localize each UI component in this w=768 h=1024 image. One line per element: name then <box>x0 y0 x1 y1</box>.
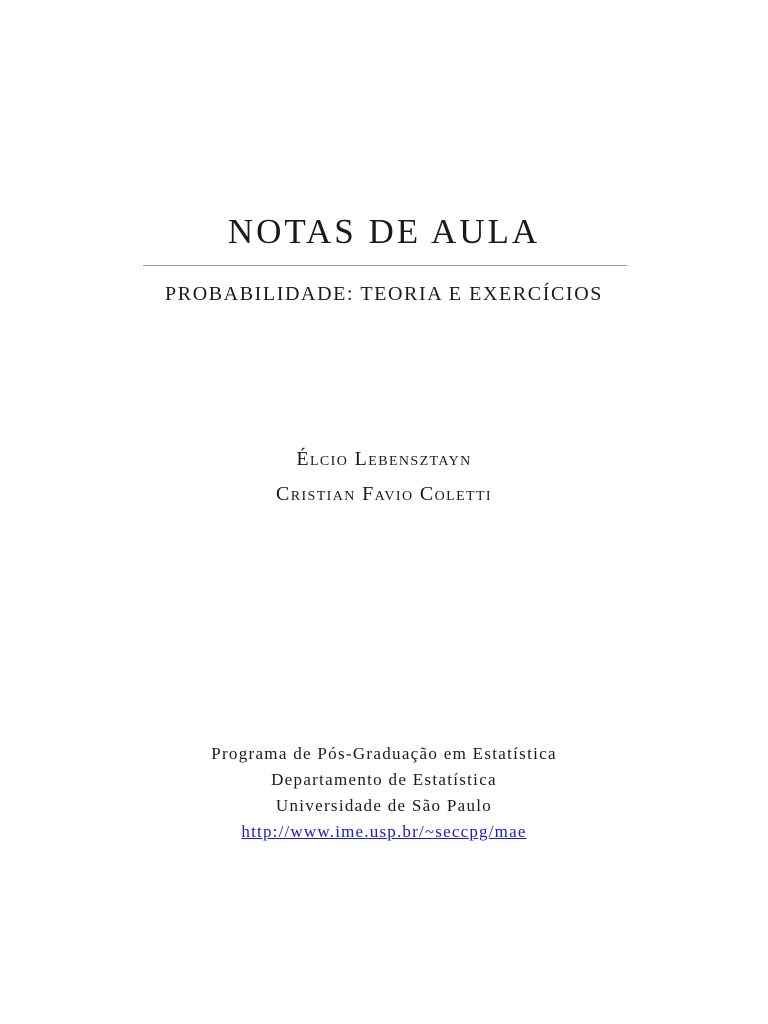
author-name: Élcio Lebensztayn <box>296 448 472 470</box>
document-title: NOTAS DE AULA <box>227 212 541 251</box>
document-subtitle: PROBABILIDADE: TEORIA E EXERCÍCIOS <box>165 283 603 305</box>
university-name: Universidade de São Paulo <box>275 796 493 815</box>
title-divider <box>143 265 627 266</box>
department-name: Departamento de Estatística <box>271 770 497 789</box>
website-link-line <box>0 819 768 845</box>
author-name: Cristian Favio Coletti <box>276 483 492 505</box>
program-name: Programa de Pós-Graduação em Estatística <box>211 744 557 763</box>
website-link[interactable]: http://www.ime.usp.br/~seccpg/mae <box>241 822 527 841</box>
